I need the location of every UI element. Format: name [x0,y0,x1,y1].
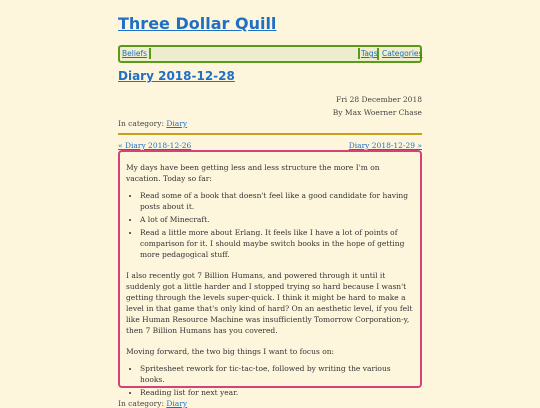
category-prefix: In category: [118,399,167,408]
paragraph: Moving forward, the two big things I want to focus on: [126,347,335,356]
site-title-link[interactable]: Three Dollar Quill [118,14,277,33]
next-post-link[interactable]: Diary 2018-12-29 » [348,141,422,150]
nav-separator [377,48,379,60]
list-item: • Spritesheet rework for tic-tac-toe, followed by writing the various hooks. [140,363,414,385]
post-date: Fri 28 December 2018 [336,95,422,104]
list [126,190,414,260]
paragraph: I also recently got 7 Billion Humans, and powered through it until it suddenly got a little harder and I stopped trying so hard because I wasn't getting through the levels super-quick. I think it might be hard to make a level in that game that's only kind of hard? On an aesthetic level, if you felt like Human Resource Machine was insufficiently Tomorrow Corporation-y, then 7 Billion Humans has you covered. [126,271,413,335]
nav-spacer [149,48,360,59]
bottom-category-line [118,399,187,408]
prev-post-link[interactable]: « Diary 2018-12-26 [118,141,192,150]
list [126,363,414,398]
post-content [118,150,422,397]
list-item: • Reading list for next year. [140,387,414,398]
nav-bar [118,45,422,63]
category-link[interactable]: Diary [166,399,188,408]
divider [118,133,422,135]
list-item: • A lot of Minecraft. [140,214,414,225]
list-item: • Read a little more about Erlang. It feels like I have a lot of points of comparison for it. I should maybe switch books in the hope of getting more pedagogical stuff. [140,227,414,260]
nav-beliefs-link[interactable]: Beliefs [122,49,148,58]
nav-tags-link[interactable]: Tags [361,49,378,58]
post-author: By Max Woerner Chase [332,108,422,117]
paragraph: My days have been getting less and less structure the more I'm on vacation. Today so far: [126,163,380,183]
category-prefix: In category: [118,119,167,128]
list-item: • Read some of a book that doesn't feel like a good candidate for having posts about it. [140,190,414,212]
category-link[interactable]: Diary [166,119,188,128]
category-line [118,119,187,128]
post-title-link[interactable]: Diary 2018-12-28 [118,69,235,83]
nav-categories-link[interactable]: Categories [382,49,423,58]
